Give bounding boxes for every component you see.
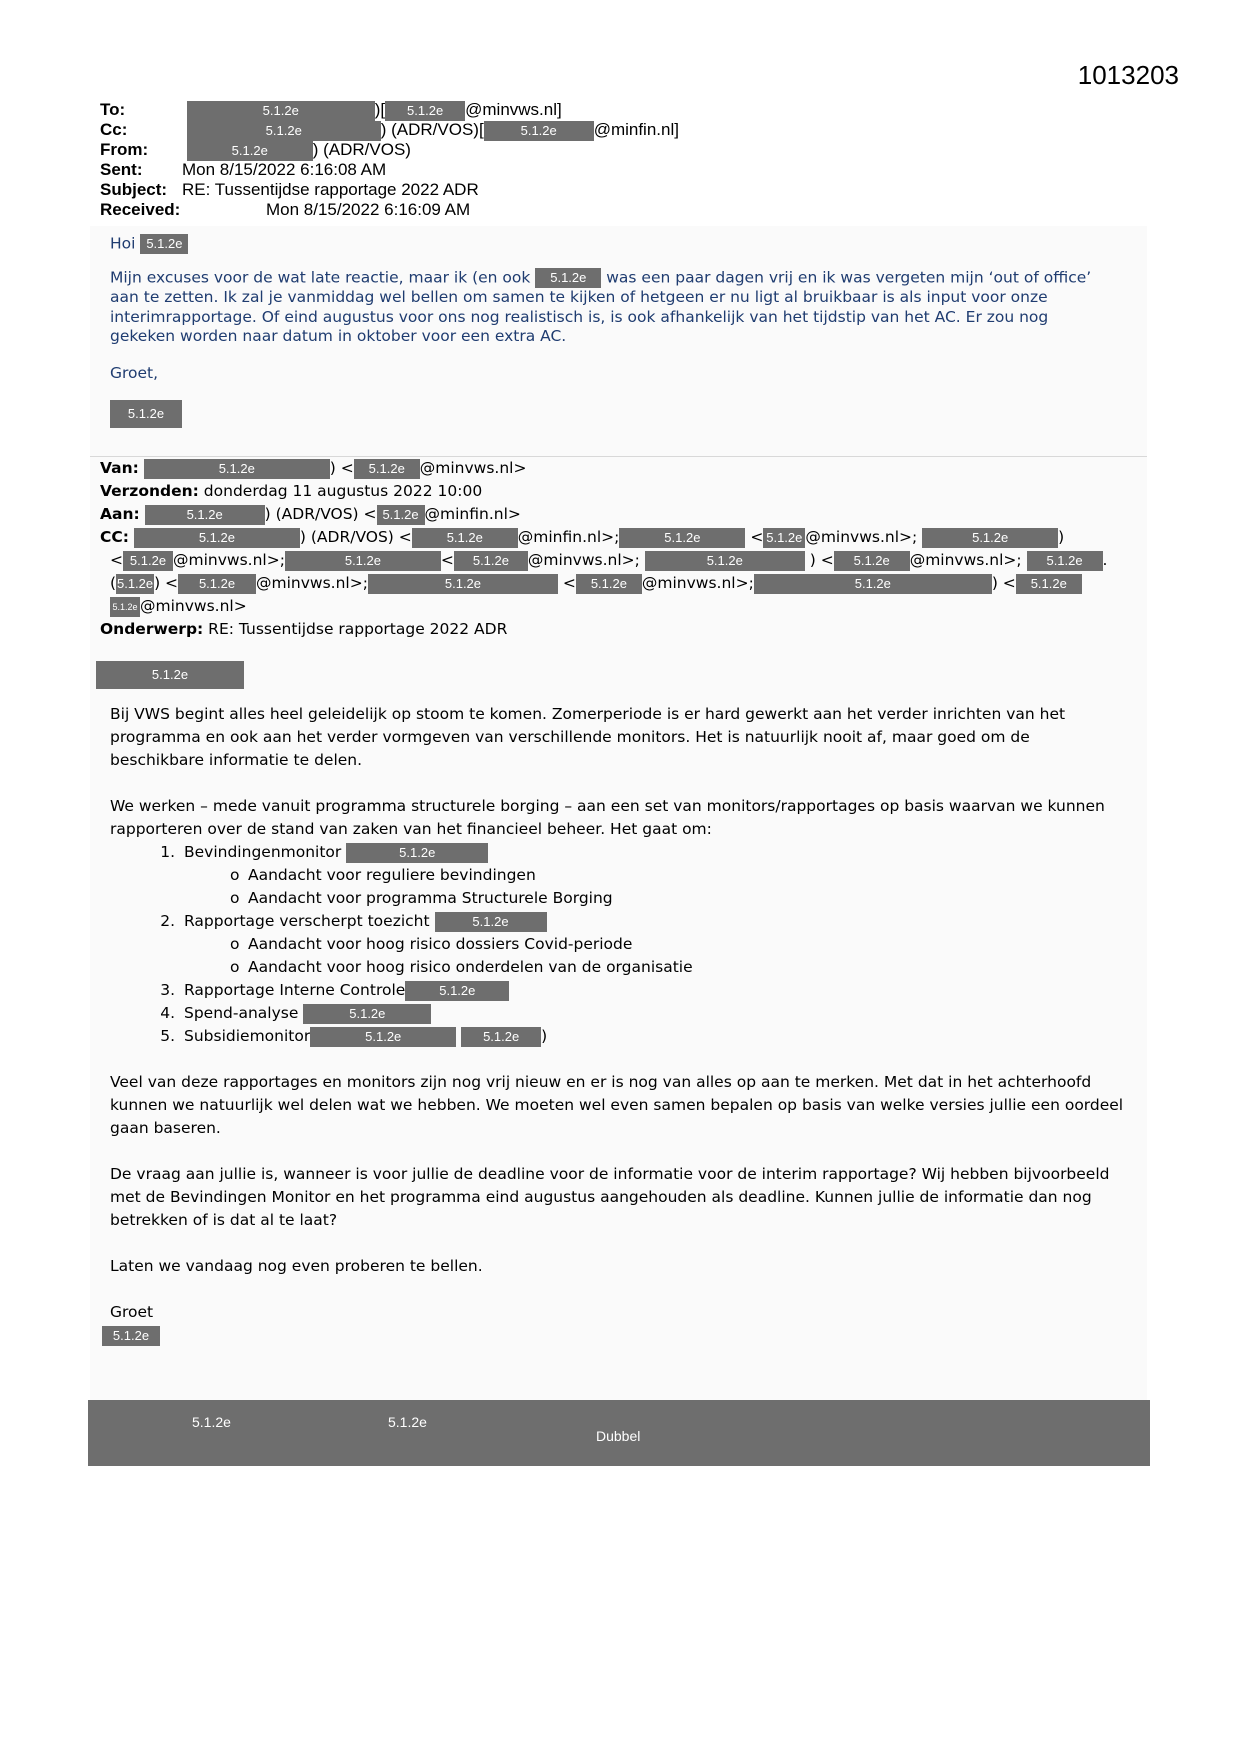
reply-greeting: Hoi (110, 234, 136, 253)
redaction: 5.1.2e (102, 1326, 160, 1346)
redaction: 5.1.2e (110, 597, 140, 617)
van-row (100, 457, 1141, 480)
cc-row-3 (100, 572, 1141, 595)
redaction: 5.1.2e (454, 551, 528, 571)
forward-body (90, 661, 1147, 1347)
body-paragraph-2: We werken – mede vanuit programma structurele borging – aan een set van monitors/rapportages op basis waarvan we kunnen rapporteren over de stand van zaken van het financieel beheer. Het gaat om: (110, 797, 1105, 838)
received-value: Mon 8/15/2022 6:16:09 AM (266, 200, 471, 219)
cc-label: Cc: (100, 120, 128, 139)
list-item-label: Spend-analyse (184, 1004, 299, 1022)
sent-value: Mon 8/15/2022 6:16:08 AM (182, 160, 387, 179)
redaction: 5.1.2e (192, 1414, 231, 1430)
list-item (180, 979, 1127, 1002)
received-row (100, 200, 679, 220)
reply-text: was een paar dagen vrij en ik was vergeten mijn ‘out of office’ (606, 268, 1092, 287)
body-paragraph-3: Veel van deze rapportages en monitors zijn nog vrij nieuw en er is nog van alles op aan te merken. Met dat in het achterhoofd kunnen we natuurlijk wel delen wat we hebben. We moeten wel even samen bepalen op basis van welke versies jullie een oordeel gaan baseren. (110, 1073, 1124, 1137)
onderwerp-row (100, 618, 1141, 641)
reply-text: interimrapportage. Of eind augustus voor ons nog realistisch is, is ook afhankelijk van het tijdstip van het AC. Er zou nog (110, 307, 1049, 326)
sub-list-item: o Aandacht voor reguliere bevindingen (226, 864, 1127, 887)
list-item (180, 1002, 1127, 1025)
body-paragraph-4: De vraag aan jullie is, wanneer is voor jullie de deadline voor de informatie voor de interim rapportage? Wij hebben bijvoorbeeld met de Bevindingen Monitor en het programma eind augustus aangehouden als deadline. Kunnen jullie de informatie dan nog betrekken of is dat al te laat? (110, 1165, 1110, 1229)
cc-row-1 (100, 526, 1141, 549)
reply-text: aan te zetten. Ik zal je vanmiddag wel bellen om samen te kijken of hetgeen er nu ligt al bruikbaar is als input voor onze (110, 288, 1048, 306)
list-item (180, 910, 1127, 979)
aan-row (100, 503, 1141, 526)
aan-domain: @minfin.nl> (424, 505, 521, 523)
footer-label: Dubbel (596, 1428, 641, 1444)
onderwerp-value: RE: Tussentijdse rapportage 2022 ADR (208, 620, 508, 638)
sub-list (184, 933, 1127, 979)
redaction: 5.1.2e (96, 661, 244, 689)
redaction: 5.1.2e (187, 121, 381, 141)
list-item-label: Rapportage Interne Controle (184, 981, 406, 999)
subject-row (100, 180, 679, 200)
to-row (100, 100, 679, 120)
redaction: 5.1.2e (754, 574, 992, 594)
redaction: 5.1.2e (187, 141, 313, 161)
redaction: 5.1.2e (834, 551, 910, 571)
cc-label: CC: (100, 528, 129, 546)
subject-label: Subject: (100, 180, 168, 199)
list-item-label: Rapportage verscherpt toezicht (184, 912, 430, 930)
to-bracket: )[ (374, 100, 386, 119)
to-domain: @minvws.nl] (465, 100, 562, 119)
redaction: 5.1.2e (116, 574, 154, 594)
redaction: 5.1.2e (123, 551, 173, 571)
cc-domain: @minfin.nl>; (517, 528, 620, 546)
cc-sep: ) (1058, 528, 1065, 546)
subject-value: RE: Tussentijdse rapportage 2022 ADR (182, 180, 479, 199)
from-row (100, 140, 679, 160)
redaction: 5.1.2e (368, 574, 558, 594)
redaction: 5.1.2e (110, 400, 182, 428)
received-label: Received: (100, 200, 181, 219)
forwarded-message (90, 456, 1147, 1408)
redaction: 5.1.2e (576, 574, 642, 594)
sub-list-item: o Aandacht voor programma Structurele Borging (226, 887, 1127, 910)
redaction: 5.1.2e (285, 551, 441, 571)
reply-paragraph (110, 268, 1147, 347)
cc-sep: ( (110, 574, 117, 592)
reply-text: gekeken worden naar datum in oktober voor een extra AC. (110, 327, 567, 345)
redaction: 5.1.2e (354, 459, 420, 479)
sub-list (184, 864, 1127, 910)
redaction: 5.1.2e (484, 121, 594, 141)
redaction: 5.1.2e (763, 528, 805, 548)
email-header (100, 100, 679, 220)
reply-greeting-line (110, 234, 1147, 254)
reply-closing: Groet, (110, 363, 159, 382)
van-sep: ) < (329, 459, 354, 477)
redaction: 5.1.2e (1027, 551, 1103, 571)
body-paragraph-1: Bij VWS begint alles heel geleidelijk op stoom te komen. Zomerperiode is er hard gewerkt aan het verder inrichten van het programma en ook aan het verder vormgeven van verschillende monitors. Het is natuurlijk nooit af, maar goed om de beschikbare informatie te delen. (110, 705, 1066, 769)
from-suffix: ) (ADR/VOS) (312, 140, 411, 159)
verzonden-label: Verzonden: (100, 482, 199, 500)
redaction: 5.1.2e (388, 1414, 427, 1430)
cc-sep: . (1102, 551, 1108, 569)
footer-bar (88, 1400, 1150, 1466)
list-item-label: Subsidiemonitor (184, 1027, 311, 1045)
sent-label: Sent: (100, 160, 143, 179)
cc-row-2 (100, 549, 1141, 572)
body-paragraph-5: Laten we vandaag nog even proberen te bellen. (110, 1257, 483, 1275)
forward-closing: Groet (110, 1303, 154, 1321)
cc-row (100, 120, 679, 140)
cc-sep: ) (ADR/VOS) < (299, 528, 412, 546)
redaction: 5.1.2e (385, 101, 465, 121)
cc-sep: ) < (154, 574, 179, 592)
cc-sep: < (750, 528, 764, 546)
cc-domain: @minfin.nl] (593, 120, 679, 139)
redaction: 5.1.2e (187, 101, 375, 121)
cc-domain: @minvws.nl>; (256, 574, 368, 592)
cc-domain: @minvws.nl> (140, 597, 247, 615)
cc-domain: @minvws.nl>; (173, 551, 285, 569)
van-label: Van: (100, 459, 139, 477)
sent-row (100, 160, 679, 180)
cc-domain: @minvws.nl>; (641, 574, 754, 592)
cc-sep: < (440, 551, 454, 569)
cc-domain: @minvws.nl>; (909, 551, 1022, 569)
verzonden-value: donderdag 11 augustus 2022 10:00 (203, 482, 483, 500)
van-domain: @minvws.nl> (419, 459, 527, 477)
cc-sep: < (110, 551, 123, 569)
redaction: 5.1.2e (303, 1004, 431, 1024)
document-id: 1013203 (1077, 60, 1179, 90)
onderwerp-label: Onderwerp: (100, 620, 204, 638)
redaction: 5.1.2e (412, 528, 518, 548)
redaction: 5.1.2e (310, 1027, 456, 1047)
list-item (180, 1025, 1127, 1048)
list-item-label: Bevindingenmonitor (184, 843, 342, 861)
redaction: 5.1.2e (178, 574, 256, 594)
monitor-list (110, 841, 1127, 1048)
cc-sep: < (562, 574, 576, 592)
to-label: To: (100, 100, 126, 119)
cc-sep: ) < (991, 574, 1016, 592)
redaction: 5.1.2e (144, 459, 330, 479)
from-label: From: (100, 140, 149, 159)
cc-domain: @minvws.nl>; (805, 528, 918, 546)
redaction: 5.1.2e (134, 528, 300, 548)
sub-list-item: o Aandacht voor hoog risico dossiers Covid-periode (226, 933, 1127, 956)
redaction: 5.1.2e (145, 505, 265, 525)
redaction: 5.1.2e (405, 981, 509, 1001)
sub-list-item: o Aandacht voor hoog risico onderdelen van de organisatie (226, 956, 1127, 979)
forward-header (90, 456, 1147, 641)
aan-label: Aan: (100, 505, 140, 523)
list-item-suffix: ) (541, 1027, 548, 1045)
cc-mid: ) (ADR/VOS)[ (380, 120, 484, 139)
cc-row-4 (100, 595, 1141, 618)
verzonden-row (100, 480, 1141, 503)
cc-sep: ) < (809, 551, 834, 569)
redaction: 5.1.2e (1016, 574, 1082, 594)
reply-text: Mijn excuses voor de wat late reactie, maar ik (en ook (110, 268, 531, 287)
list-item (180, 841, 1127, 910)
redaction: 5.1.2e (922, 528, 1058, 548)
redaction: 5.1.2e (461, 1027, 541, 1047)
redaction: 5.1.2e (346, 843, 488, 863)
redaction: 5.1.2e (140, 234, 188, 254)
aan-sep: ) (ADR/VOS) < (264, 505, 377, 523)
redaction: 5.1.2e (535, 268, 601, 288)
redaction: 5.1.2e (377, 505, 425, 525)
redaction: 5.1.2e (645, 551, 805, 571)
redaction: 5.1.2e (619, 528, 745, 548)
redaction: 5.1.2e (435, 912, 547, 932)
cc-domain: @minvws.nl>; (527, 551, 640, 569)
reply-message (90, 226, 1147, 456)
